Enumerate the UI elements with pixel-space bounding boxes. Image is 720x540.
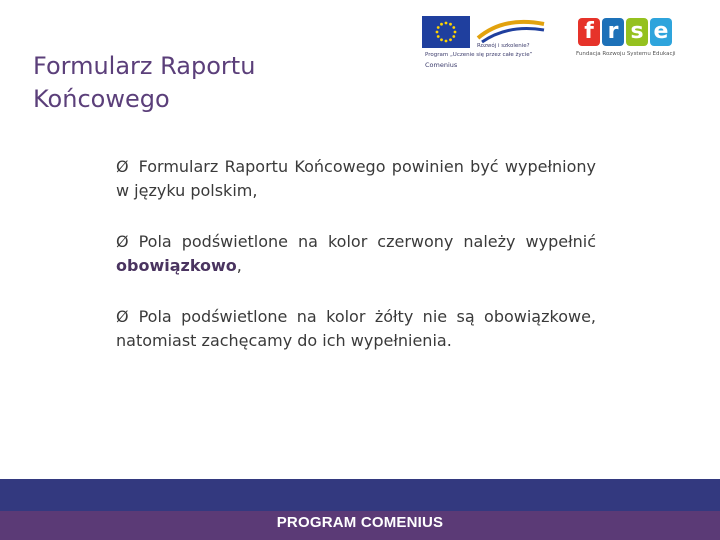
bullet-item-language bbox=[116, 155, 596, 203]
eu-program-line2: Program „Uczenie się przez całe życie” bbox=[425, 52, 533, 58]
footer-program-label: PROGRAM COMENIUS bbox=[276, 514, 444, 531]
frse-logo bbox=[574, 18, 678, 62]
arrow-bullet-icon: Ø bbox=[116, 307, 129, 326]
footer-band bbox=[0, 479, 720, 511]
eu-program-name: Comenius bbox=[425, 61, 458, 69]
frse-letters bbox=[578, 18, 672, 48]
arrow-bullet-icon: Ø bbox=[116, 157, 129, 176]
bullet-item-yellow-fields bbox=[116, 305, 596, 353]
bullet-text: Formularz Raportu Końcowego powinien być wypełniony w języku polskim, bbox=[116, 157, 596, 200]
arrow-bullet-icon: Ø bbox=[116, 232, 129, 251]
bullet-item-red-fields bbox=[116, 230, 596, 278]
bullet-emphasis: obowiązkowo bbox=[116, 256, 237, 275]
bullet-text: Pola podświetlone na kolor czerwony należy wypełnić bbox=[138, 232, 596, 251]
eu-lifelong-learning-logo bbox=[422, 16, 552, 72]
frse-tagline: Fundacja Rozwoju Systemu Edukacji bbox=[576, 51, 676, 57]
bullet-text-end: , bbox=[236, 256, 242, 275]
frse-letter-e: e bbox=[650, 18, 672, 46]
slide-title: Formularz Raportu Końcowego bbox=[33, 52, 256, 113]
bullet-list bbox=[116, 155, 596, 380]
frse-letter-s: s bbox=[626, 18, 648, 46]
frse-letter-f: f bbox=[578, 18, 600, 46]
eu-flag-icon bbox=[422, 16, 470, 48]
eu-program-line1: Rozwój i szkolenie? bbox=[477, 43, 530, 49]
frse-letter-r: r bbox=[602, 18, 624, 46]
lifelong-learning-swoosh-icon bbox=[474, 18, 548, 44]
bullet-text: Pola podświetlone na kolor żółty nie są obowiązkowe, natomiast zachęcamy do ich wypełnienia. bbox=[116, 307, 596, 350]
